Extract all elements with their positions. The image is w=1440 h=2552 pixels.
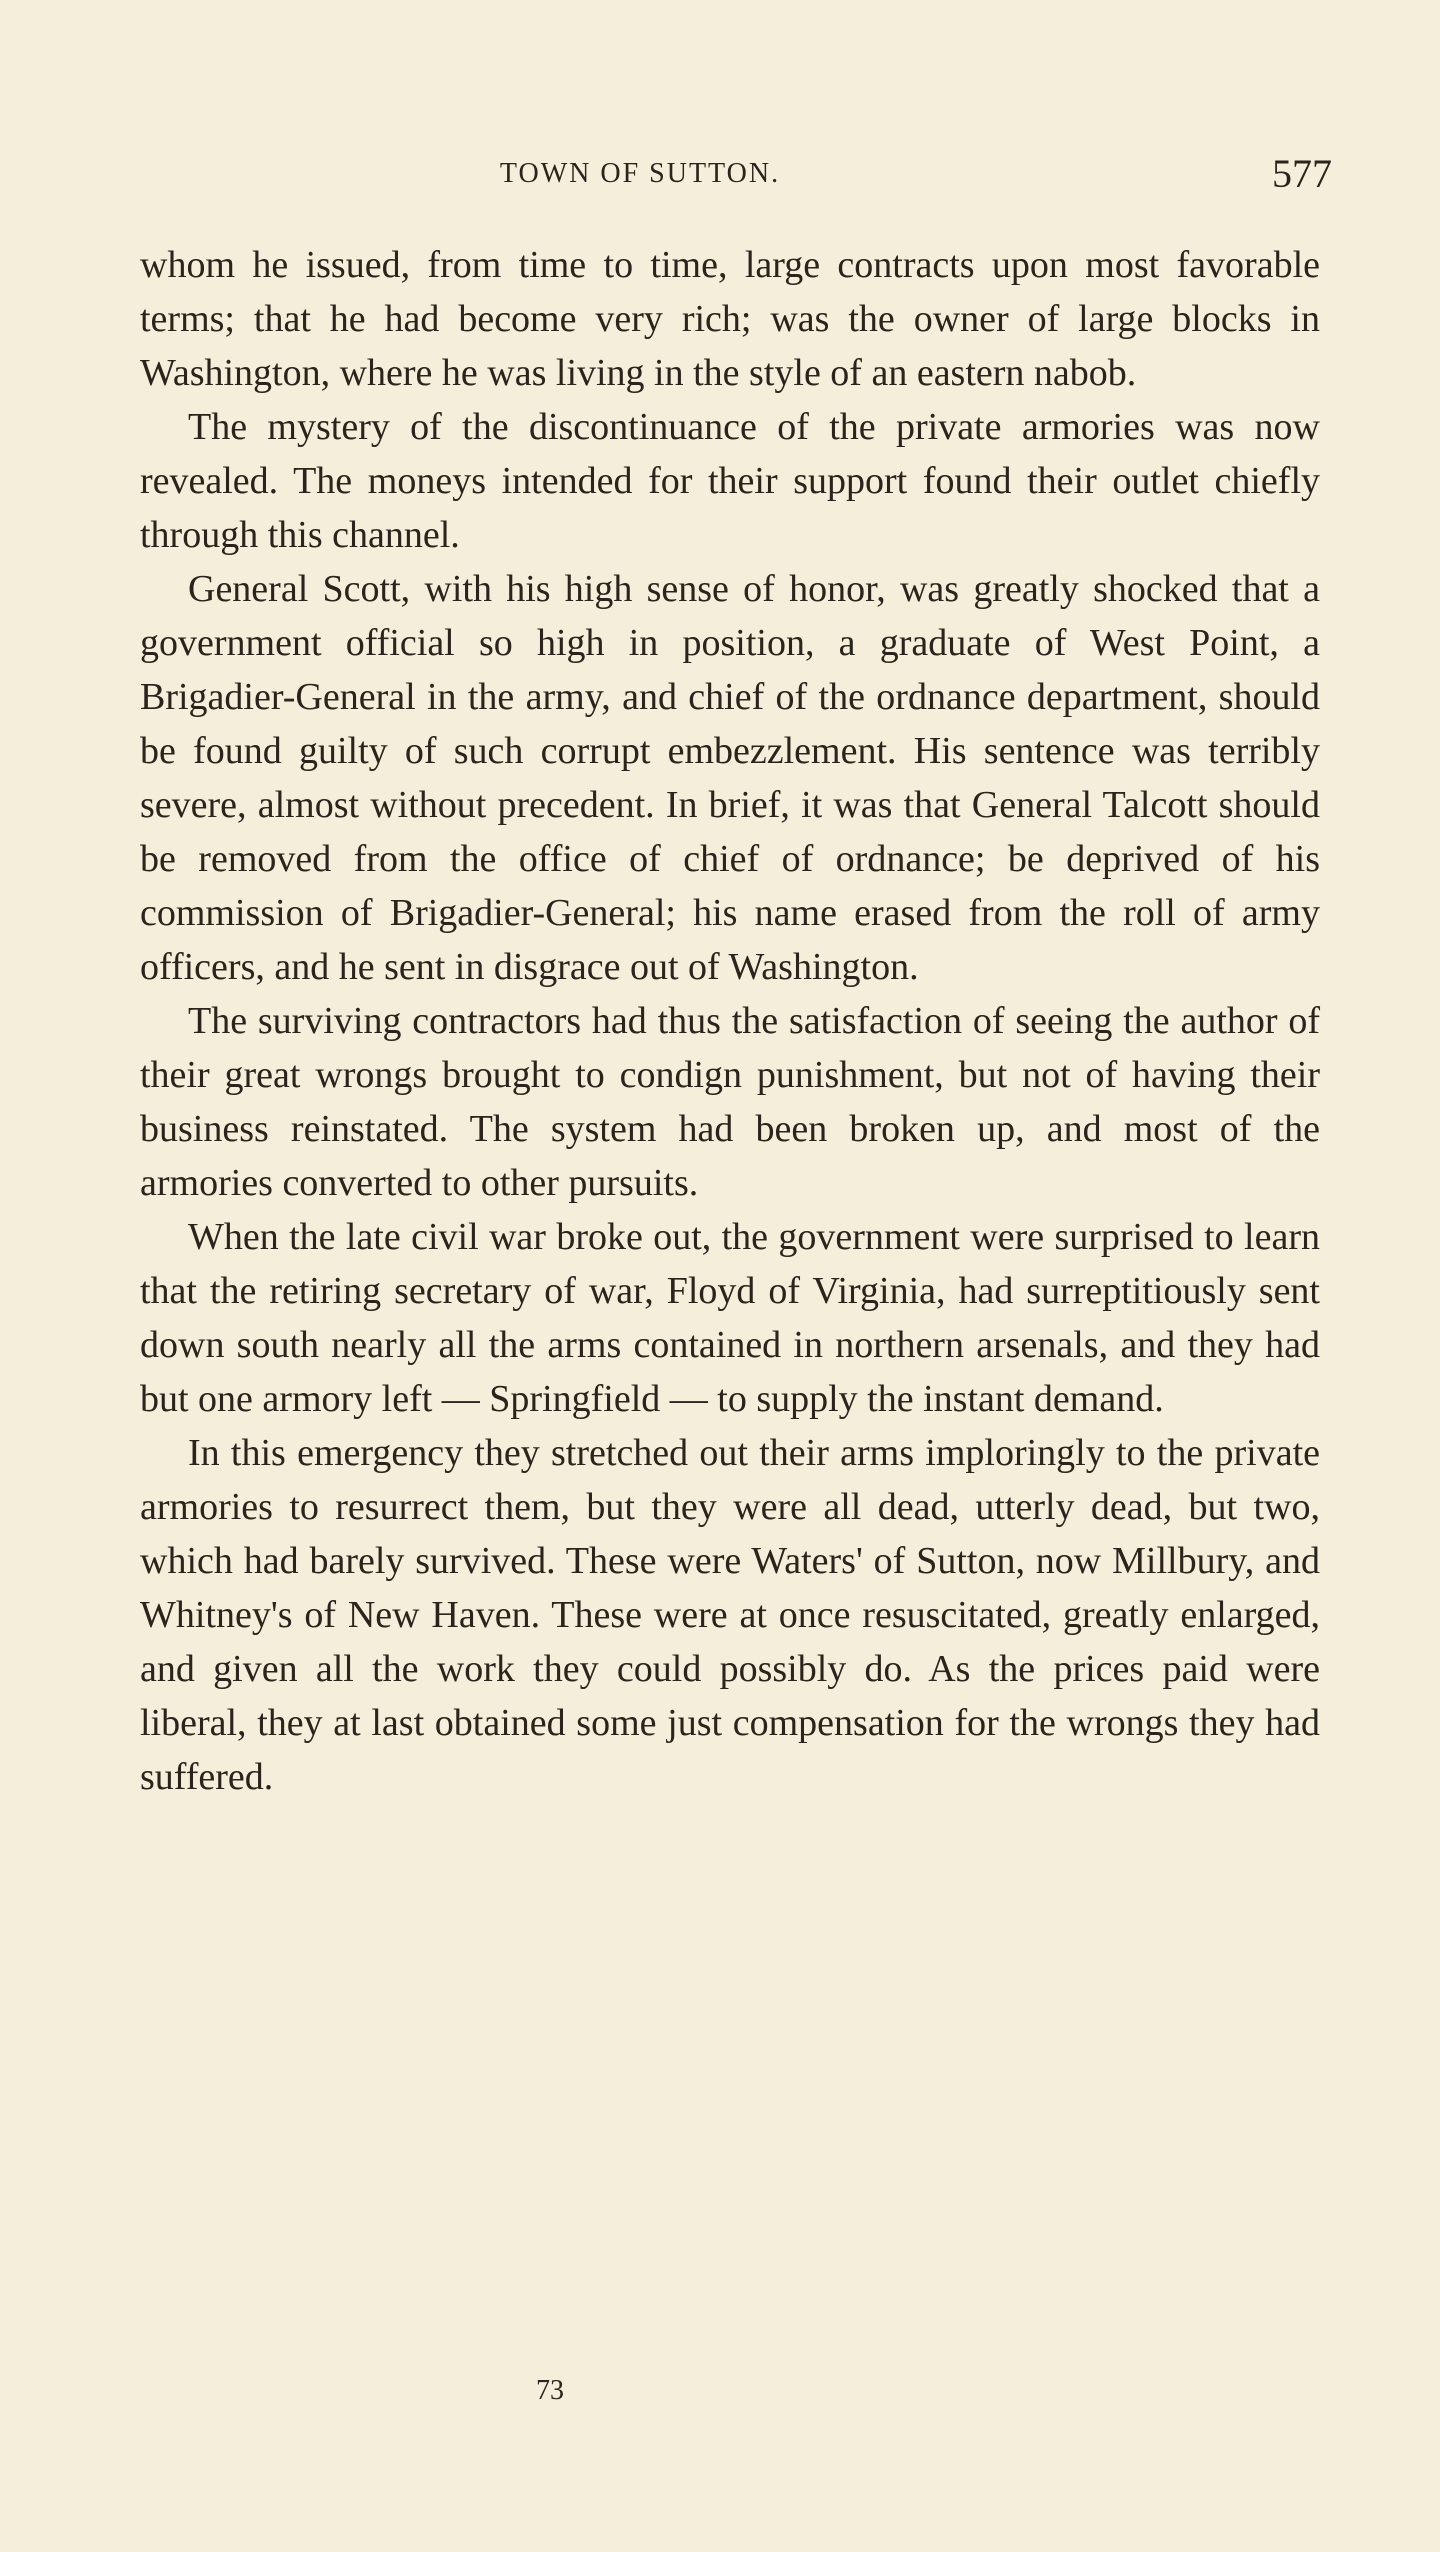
- paragraph: When the late civil war broke out, the government were surprised to learn that the retiring secretary of war, Floyd of Virginia, had surreptitiously sent down south nearly all the arms contained in northern arsenals, and they had but one armory left — Springfield — to supply the instant demand.: [140, 1216, 1320, 1420]
- page-number: 577: [1272, 151, 1332, 196]
- paragraph: whom he issued, from time to time, large contracts upon most favorable terms; that he had become very rich; was the owner of large blocks in Washington, where he was living in the style of an eastern nabob.: [140, 244, 1320, 394]
- body-text: [140, 238, 1320, 1804]
- paragraph: The mystery of the discontinuance of the private armories was now revealed. The moneys intended for their support found their outlet chiefly through this channel.: [140, 406, 1320, 556]
- paragraph: In this emergency they stretched out their arms imploringly to the private armories to resurrect them, but they were all dead, utterly dead, but two, which had barely survived. These were Waters' of Sutton, now Millbury, and Whitney's of New Haven. These were at once resuscitated, greatly enlarged, and given all the work they could possibly do. As the prices paid were liberal, they at last obtained some just compensation for the wrongs they had suffered.: [140, 1432, 1320, 1798]
- paragraph: The surviving contractors had thus the satisfaction of seeing the author of their great wrongs brought to condign punishment, but not of having their business reinstated. The system had been broken up, and most of the armories converted to other pursuits.: [140, 1000, 1320, 1204]
- running-head: [140, 150, 1332, 200]
- signature-mark: 73: [536, 2375, 564, 2406]
- paragraph: General Scott, with his high sense of honor, was greatly shocked that a government official so high in position, a graduate of West Point, a Brigadier-General in the army, and chief of the ordnance department, should be found guilty of such corrupt embezzlement. His sentence was terribly severe, almost without precedent. In brief, it was that General Talcott should be removed from the office of chief of ordnance; be deprived of his commission of Brigadier-General; his name erased from the roll of army officers, and he sent in disgrace out of Washington.: [140, 568, 1320, 988]
- running-title: TOWN OF SUTTON.: [499, 158, 781, 189]
